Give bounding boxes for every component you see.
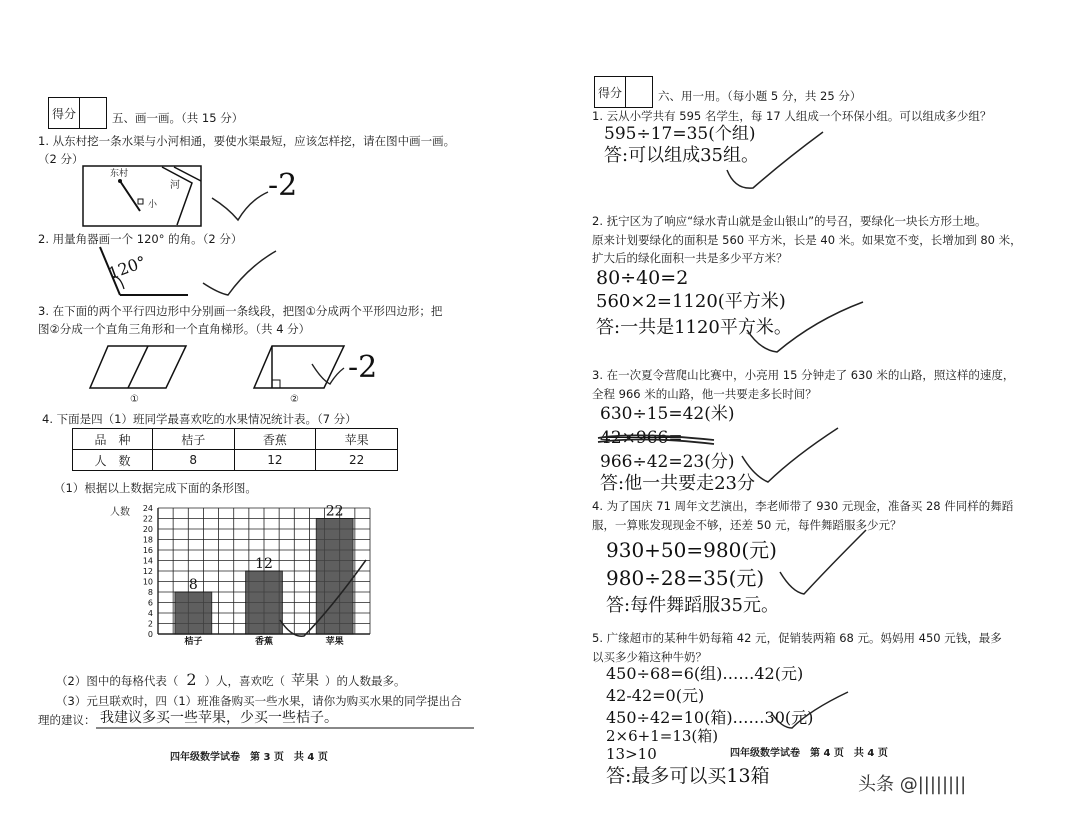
fruit-table: [72, 428, 398, 471]
q4-answer: 答:每件舞蹈服35元。: [606, 595, 779, 616]
q4-text: 4. 为了国庆 71 周年文艺演出，李老师带了 930 元现金，准备买 28 件同样的舞蹈: [592, 499, 1014, 513]
table-cell: 人 数: [73, 450, 153, 471]
mark-label: 小: [148, 200, 158, 210]
score-blank: [626, 77, 652, 107]
score-box: [48, 97, 107, 129]
y-tick-label: 12: [142, 567, 153, 576]
score-mark-2: -2: [348, 350, 378, 385]
section-title: 六、用一用。（每小题 5 分，共 25 分）: [658, 89, 862, 103]
table-cell: 品 种: [73, 429, 153, 450]
score-label: 得分: [49, 98, 80, 128]
q5-work-3: 450÷42=10(箱)……30(元): [606, 708, 814, 727]
sub3-answer: 我建议多买一些苹果，少买一些桔子。: [100, 710, 338, 726]
score-label: 得分: [595, 77, 626, 107]
q3-text: 3. 在下面的两个平行四边形中分别画一条线段，把图①分成两个平形四边形；把: [38, 304, 443, 318]
q5-answer: 答:最多可以买13箱: [606, 765, 770, 787]
y-tick-label: 20: [142, 525, 153, 534]
tick-mark: [210, 190, 270, 230]
q4-sub1: （1）根据以上数据完成下面的条形图。: [54, 481, 257, 495]
q3-text: 3. 在一次夏令营爬山比赛中，小亮用 15 分钟走了 630 米的山路，照这样的速度，: [592, 368, 1015, 382]
q5-work-1: 450÷68=6(组)……42(元): [606, 664, 804, 683]
q4-work-1: 930+50=980(元): [606, 538, 777, 562]
section-title: 五、画一画。（共 15 分）: [112, 111, 244, 125]
q2-work-1: 80÷40=2: [596, 267, 689, 289]
village-river-diagram: [82, 165, 202, 227]
q3-work-2: 42×966=: [600, 428, 683, 448]
score-box: [594, 76, 653, 108]
q3-answer: 答:他一共要走23分: [600, 473, 755, 494]
q3-text-cont: 图②分成一个直角三角形和一个直角梯形。（共 4 分）: [38, 322, 311, 336]
score-blank: [80, 98, 106, 128]
angle-label: 120°: [105, 252, 149, 284]
y-tick-label: 4: [147, 609, 153, 618]
q2-text-cont-2: 扩大后的绿化面积一共是多少平方米？: [592, 251, 788, 265]
tick-mark: [725, 130, 825, 192]
y-tick-label: 14: [142, 556, 153, 566]
q4-sub2: [56, 671, 406, 690]
y-tick-label: 6: [147, 598, 153, 608]
fruit-bar-chart: [130, 500, 380, 650]
page-footer: 四年级数学试卷 第 4 页 共 4 页: [730, 748, 888, 759]
q4-work-2: 980÷28=35(元): [606, 566, 765, 590]
q5-text: 5. 广缘超市的某种牛奶每箱 42 元，促销装两箱 68 元。妈妈用 450 元钱，最多: [592, 631, 1002, 645]
q1-answer: 答:可以组成35组。: [604, 145, 759, 166]
y-tick-label: 10: [142, 577, 153, 587]
chart-ylabel: 人数: [110, 507, 130, 518]
sub2-answer-2: 苹果: [291, 673, 320, 689]
q5-work-2: 42-42=0(元): [606, 686, 705, 705]
q5-work-4: 2×6+1=13(箱): [606, 727, 719, 745]
category-label: 香蕉: [254, 637, 274, 647]
y-tick-label: 2: [147, 619, 153, 629]
category-label: 苹果: [325, 637, 344, 647]
bar-value-label: 22: [325, 503, 344, 520]
figure-label-1: ①: [130, 394, 139, 405]
q2-work-2: 560×2=1120(平方米): [596, 291, 786, 312]
tick-mark: [770, 690, 850, 730]
y-tick-label: 18: [142, 535, 153, 545]
sub2-mid: ）人，喜欢吃（: [204, 674, 286, 688]
q2-answer: 答:一共是1120平方米。: [596, 317, 792, 338]
bar: [175, 592, 212, 634]
y-tick-label: 16: [142, 546, 153, 555]
q5-text-cont: 以买多少箱这种牛奶？: [592, 650, 707, 664]
q4-sub3: （3）元旦联欢时，四（1）班准备购买一些水果，请你为购买水果的同学提出合: [56, 694, 462, 708]
q2-text-cont: 原来计划要绿化的面积是 560 平方米，长是 40 米。如果宽不变，长增加到 80 米，: [592, 233, 1022, 247]
table-cell: 香蕉: [234, 429, 316, 450]
strike-scribble: [596, 430, 716, 446]
table-cell: 8: [152, 450, 234, 471]
bar-value-label: 12: [255, 556, 273, 572]
q1-text-cont: （2 分）: [38, 152, 84, 166]
q3-work-3: 966÷42=23(分): [600, 452, 735, 472]
river-label: 河: [170, 180, 180, 191]
y-tick-label: 24: [142, 504, 153, 513]
table-cell: 12: [234, 450, 316, 471]
q2-text: 2. 用量角器画一个 120° 的角。（2 分）: [38, 232, 243, 246]
y-tick-label: 8: [147, 588, 153, 597]
figure-label-2: ②: [290, 394, 299, 405]
tick-mark: [745, 300, 865, 355]
category-label: 桔子: [184, 637, 203, 647]
table-cell: 苹果: [316, 429, 398, 450]
bar-value-label: 8: [188, 577, 198, 593]
score-mark: -2: [268, 168, 298, 203]
q4-text: 4. 下面是四（1）班同学最喜欢吃的水果情况统计表。（7 分）: [42, 412, 357, 426]
q3-text-cont: 全程 966 米的山路，他一共要走多长时间？: [592, 387, 817, 401]
parallelogram-1: [88, 344, 188, 390]
watermark: 头条 @||||||||: [858, 774, 967, 795]
sub2-answer-1: 2: [186, 670, 197, 689]
q5-work-5: 13>10: [606, 745, 657, 763]
answer-underline: [96, 726, 476, 730]
right-page: [540, 0, 1080, 818]
bar: [246, 571, 283, 634]
sub2-pre: （2）图中的每格代表（: [56, 674, 179, 688]
tick-mark: [778, 528, 868, 598]
parallelogram-2: [252, 344, 346, 390]
q3-work-1: 630÷15=42(米): [600, 404, 735, 424]
table-row: [73, 450, 398, 471]
table-row: [73, 429, 398, 450]
table-cell: 22: [316, 450, 398, 471]
y-tick-label: 22: [142, 514, 153, 524]
q1-text: 1. 从东村挖一条水渠与小河相通，要使水渠最短，应该怎样挖，请在图中画一画。: [38, 134, 456, 148]
q4-sub3-cont: 理的建议：: [38, 713, 96, 727]
tick-mark: [740, 426, 840, 486]
village-label: 东村: [110, 169, 129, 179]
q1-work-1: 595÷17=35(个组): [604, 124, 756, 144]
table-cell: 桔子: [152, 429, 234, 450]
y-tick-label: 0: [147, 630, 153, 639]
q4-text-cont: 服，一算账发现现金不够，还差 50 元，每件舞蹈服多少元？: [592, 518, 902, 532]
q2-text: 2. 抚宁区为了响应“绿水青山就是金山银山”的号召，要绿化一块长方形土地。: [592, 214, 987, 228]
page-footer: 四年级数学试卷 第 3 页 共 4 页: [170, 752, 328, 763]
sub2-post: ）的人数最多。: [325, 674, 406, 688]
q1-text: 1. 云从小学共有 595 名学生，每 17 人组成一个环保小组。可以组成多少组？: [592, 109, 992, 123]
